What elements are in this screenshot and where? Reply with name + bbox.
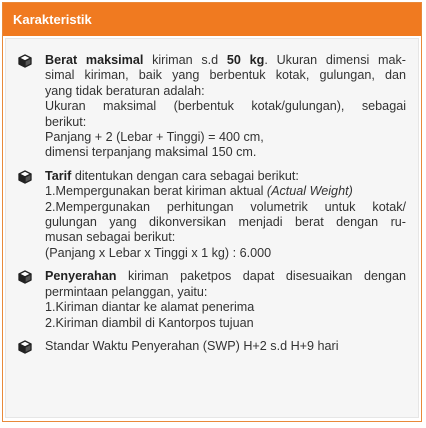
- item-line: (Panjang x Lebar x Tinggi x 1 kg) : 6.000: [45, 245, 272, 260]
- item-line: 2.Kiriman diambil di Kantorpos tujuan: [45, 315, 254, 330]
- item-line: 1.Kiriman diantar ke alamat penerima: [45, 300, 255, 315]
- list-item-swp: [6, 339, 418, 354]
- item-text: . Ukuran dimensi mak-: [264, 53, 406, 67]
- item-line: [45, 169, 406, 184]
- item-line: permintaan pelanggan, yaitu:: [45, 284, 208, 299]
- item-text: ditentukan dengan cara sebagai berikut:: [71, 168, 299, 183]
- item-text: kiriman s.d: [143, 53, 227, 67]
- cube-icon: [18, 54, 32, 68]
- item-line: Ukuran maksimal (berbentuk kotak/gulungan), sebagai: [45, 99, 406, 114]
- karakteristik-panel: [2, 2, 422, 422]
- item-text-italic: (Actual Weight): [266, 184, 353, 199]
- item-text: kiriman paketpos dapat disesuaikan dengan: [116, 269, 406, 284]
- item-line: [45, 184, 406, 199]
- list-item-berat-maksimal: [6, 53, 418, 161]
- item-line: gulungan yang dikonversikan menjadi berat dengan ru-: [45, 215, 406, 230]
- item-line: dimensi terpanjang maksimal 150 cm.: [45, 145, 257, 160]
- item-line: berikut:: [45, 114, 87, 129]
- item-line: Panjang + 2 (Lebar + Tinggi) = 400 cm,: [45, 130, 264, 145]
- item-line: Standar Waktu Penyerahan (SWP) H+2 s.d H+9 hari: [45, 338, 339, 353]
- panel-body: [5, 38, 419, 418]
- item-heading: Tarif: [45, 168, 72, 183]
- item-line: 2.Mempergunakan perhitungan volumetrik untuk kotak/: [45, 199, 406, 214]
- item-heading: Berat maksimal: [45, 53, 144, 67]
- panel-title: Karakteristik: [3, 3, 421, 36]
- list-item-tarif: [6, 169, 418, 261]
- item-line: yang tidak beraturan adalah:: [45, 83, 205, 98]
- item-line: [45, 53, 406, 68]
- cube-icon: [18, 340, 32, 354]
- cube-icon: [18, 170, 32, 184]
- item-text: 1.Mempergunakan berat kiriman aktual: [45, 184, 267, 199]
- cube-icon: [18, 270, 32, 284]
- item-line: [45, 269, 406, 284]
- item-line: musan sebagai berikut:: [45, 230, 176, 245]
- list-item-penyerahan: [6, 269, 418, 331]
- item-line: simal kiriman, baik yang berbentuk kotak, gulungan, dan: [45, 68, 406, 83]
- item-weight-value: 50 kg: [226, 53, 265, 67]
- item-heading: Penyerahan: [45, 269, 117, 284]
